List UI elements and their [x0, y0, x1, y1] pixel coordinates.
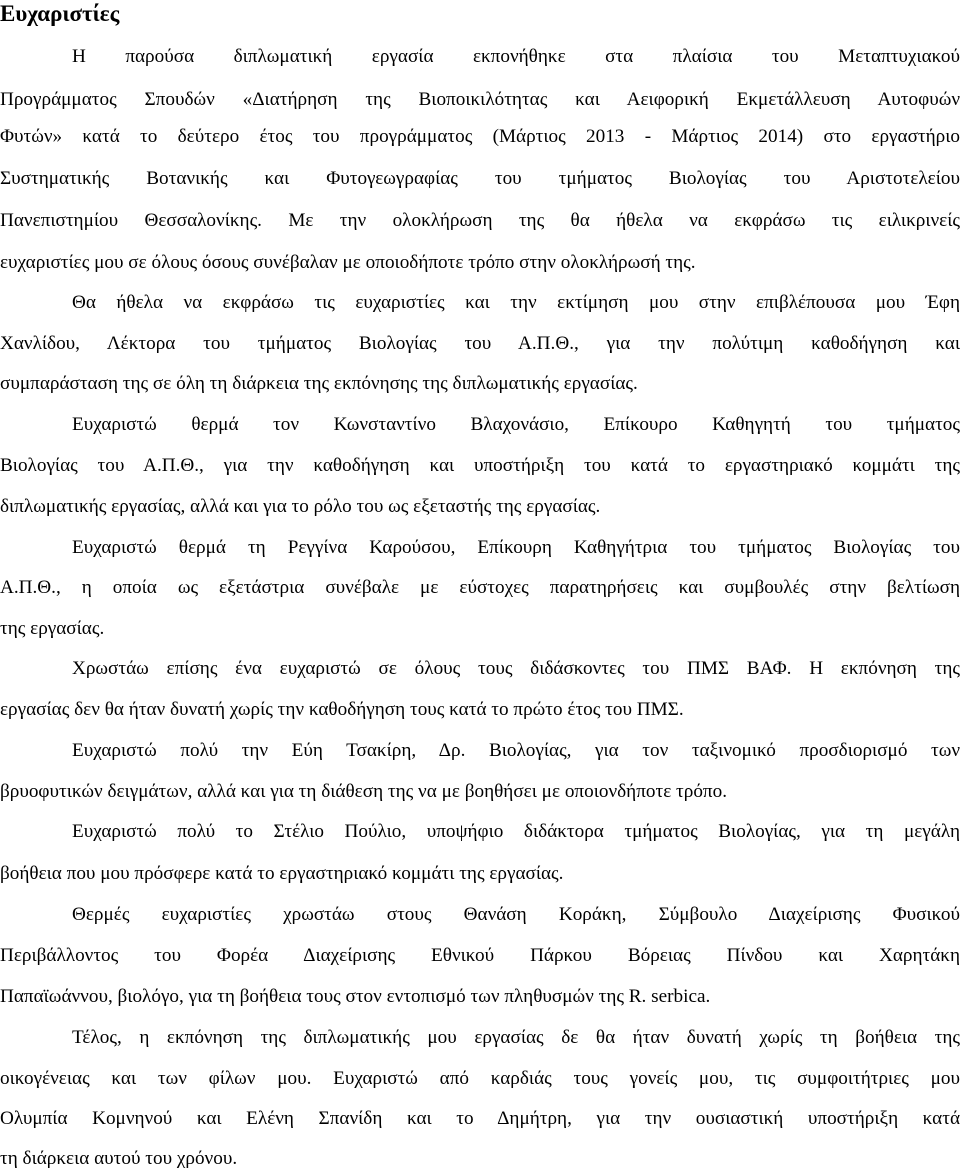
paragraph-4-line-3: της εργασίας. [0, 618, 105, 639]
paragraph-9-line-2: οικογένειας και των φίλων μου. Ευχαριστώ από καρδιάς τους γονείς μου, τις συμφοιτήτριες μου [0, 1068, 960, 1089]
paragraph-1-line-2: Προγράμματος Σπουδών «Διατήρηση της Βιοποικιλότητας και Αειφορική Εκμετάλλευση Αυτοφυών [0, 89, 960, 110]
page-title: Ευχαριστίες [0, 1, 120, 26]
paragraph-2-line-2: Χανλίδου, Λέκτορα του τμήματος Βιολογίας του Α.Π.Θ., για την πολύτιμη καθοδήγηση και [0, 333, 960, 354]
paragraph-1-line-3: Φυτών» κατά το δεύτερο έτος του προγράμματος (Μάρτιος 2013 - Μάρτιος 2014) στο εργαστήριο [0, 126, 960, 147]
paragraph-9-line-3: Ολυμπία Κομνηνού και Ελένη Σπανίδη και το Δημήτρη, για την ουσιαστική υποστήριξη κατά [0, 1108, 960, 1129]
paragraph-8-line-3: Παπαϊωάννου, βιολόγο, για τη βοήθεια τους στον εντοπισμό των πληθυσμών της R. serbica. [0, 986, 711, 1007]
paragraph-8-line-1: Θερμές ευχαριστίες χρωστάω στους Θανάση Κοράκη, Σύμβουλο Διαχείρισης Φυσικού [72, 904, 960, 925]
paragraph-1-line-5: Πανεπιστημίου Θεσσαλονίκης. Με την ολοκλήρωση της θα ήθελα να εκφράσω τις ειλικρινείς [0, 210, 960, 231]
paragraph-7-line-2: βοήθεια που μου πρόσφερε κατά το εργαστηριακό κομμάτι της εργασίας. [0, 863, 564, 884]
paragraph-5-line-1: Χρωστάω επίσης ένα ευχαριστώ σε όλους τους διδάσκοντες του ΠΜΣ ΒΑΦ. Η εκπόνηση της [72, 658, 960, 679]
paragraph-6-line-1: Ευχαριστώ πολύ την Εύη Τσακίρη, Δρ. Βιολογίας, για τον ταξινομικό προσδιορισμό των [72, 740, 960, 761]
paragraph-3-line-2: Βιολογίας του Α.Π.Θ., για την καθοδήγηση και υποστήριξη του κατά το εργαστηριακό κομμάτι της [0, 455, 960, 476]
paragraph-8-line-2: Περιβάλλοντος του Φορέα Διαχείρισης Εθνικού Πάρκου Βόρειας Πίνδου και Χαρητάκη [0, 945, 960, 966]
paragraph-4-line-1: Ευχαριστώ θερμά τη Ρεγγίνα Καρούσου, Επίκουρη Καθηγήτρια του τμήματος Βιολογίας του [72, 537, 960, 558]
paragraph-7-line-1: Ευχαριστώ πολύ το Στέλιο Πούλιο, υποψήφιο διδάκτορα τμήματος Βιολογίας, για τη μεγάλη [72, 821, 960, 842]
paragraph-9-line-1: Τέλος, η εκπόνηση της διπλωματικής μου εργασίας δε θα ήταν δυνατή χωρίς τη βοήθεια της [72, 1027, 960, 1048]
paragraph-3-line-1: Ευχαριστώ θερμά τον Κωνσταντίνο Βλαχονάσιο, Επίκουρο Καθηγητή του τμήματος [72, 414, 960, 435]
paragraph-5-line-2: εργασίας δεν θα ήταν δυνατή χωρίς την καθοδήγηση τους κατά το πρώτο έτος του ΠΜΣ. [0, 699, 684, 720]
paragraph-4-line-2: Α.Π.Θ., η οποία ως εξετάστρια συνέβαλε με εύστοχες παρατηρήσεις και συμβουλές στην βελτίωση [0, 577, 960, 598]
paragraph-2-line-3: συμπαράσταση της σε όλη τη διάρκεια της εκπόνησης της διπλωματικής εργασίας. [0, 373, 638, 394]
paragraph-2-line-1: Θα ήθελα να εκφράσω τις ευχαριστίες και την εκτίμηση μου στην επιβλέπουσα μου Έφη [72, 292, 960, 313]
paragraph-1-line-4: Συστηματικής Βοτανικής και Φυτογεωγραφίας του τμήματος Βιολογίας του Αριστοτελείου [0, 168, 960, 189]
paragraph-3-line-3: διπλωματικής εργασίας, αλλά και για το ρόλο του ως εξεταστής της εργασίας. [0, 496, 601, 517]
paragraph-1-line-1: Η παρούσα διπλωματική εργασία εκπονήθηκε στα πλαίσια του Μεταπτυχιακού [72, 46, 960, 67]
paragraph-9-line-4: τη διάρκεια αυτού του χρόνου. [0, 1148, 238, 1169]
paragraph-6-line-2: βρυοφυτικών δειγμάτων, αλλά και για τη διάθεση της να με βοηθήσει με οποιονδήποτε τρόπο. [0, 781, 728, 802]
paragraph-1-line-6: ευχαριστίες μου σε όλους όσους συνέβαλαν με οποιοδήποτε τρόπο στην ολοκλήρωσή της. [0, 252, 696, 273]
